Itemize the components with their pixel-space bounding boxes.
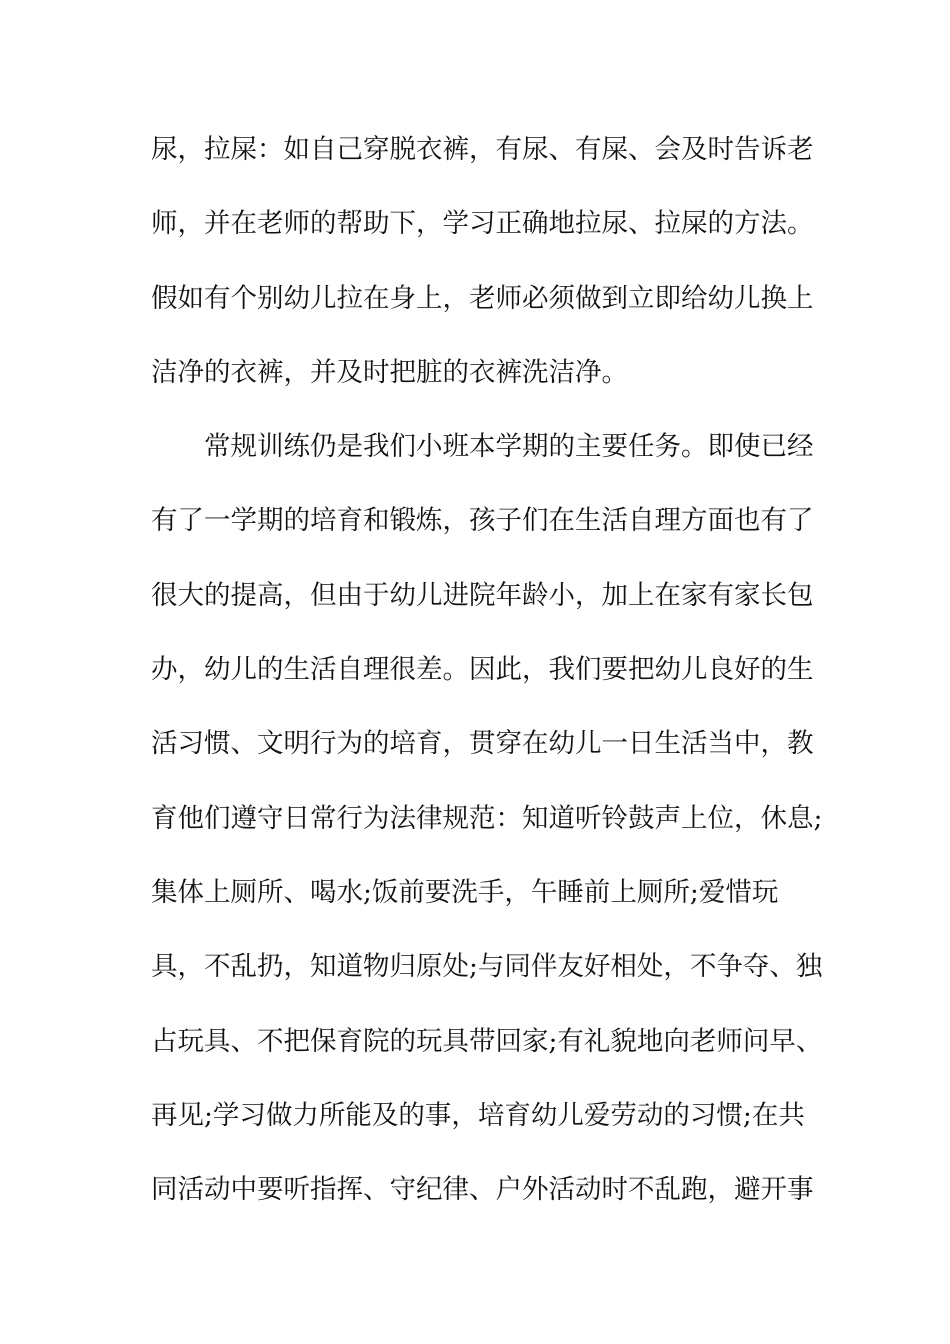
text-line: 尿，拉屎：如自己穿脱衣裤，有尿、有屎、会及时告诉老 <box>151 134 814 165</box>
text-line: 占玩具、不把保育院的玩具带回家;有礼貌地向老师问早、 <box>151 1025 823 1057</box>
text-line: 具，不乱扔，知道物归原处;与同伴友好相处，不争夺、独 <box>151 951 823 983</box>
text-line: 同活动中要听指挥、守纪律、户外活动时不乱跑，避开事 <box>151 1174 814 1206</box>
text-line: 很大的提高，但由于幼儿进院年龄小，加上在家有家长包 <box>151 579 814 611</box>
text-line: 有了一学期的培育和锻炼，孩子们在生活自理方面也有了 <box>151 505 814 537</box>
document-body <box>151 124 823 1238</box>
text-line: 洁净的衣裤，并及时把脏的衣裤洗洁净。 <box>151 356 628 388</box>
text-line: 师，并在老师的帮助下，学习正确地拉尿、拉屎的方法。 <box>151 208 814 240</box>
text-line: 集体上厕所、喝水;饭前要洗手，午睡前上厕所;爱惜玩 <box>151 876 779 908</box>
text-line: 假如有个别幼儿拉在身上，老师必须做到立即给幼儿换上 <box>151 282 814 314</box>
paragraph-first-line: 常规训练仍是我们小班本学期的主要任务。即使已经 <box>204 431 814 463</box>
text-line: 活习惯、文明行为的培育，贯穿在幼儿一日生活当中，教 <box>151 728 814 760</box>
text-line: 再见;学习做力所能及的事，培育幼儿爱劳动的习惯;在共 <box>151 1099 805 1131</box>
text-line: 育他们遵守日常行为法律规范：知道听铃鼓声上位，休息; <box>151 802 823 834</box>
text-line: 办，幼儿的生活自理很差。因此，我们要把幼儿良好的生 <box>151 654 814 686</box>
